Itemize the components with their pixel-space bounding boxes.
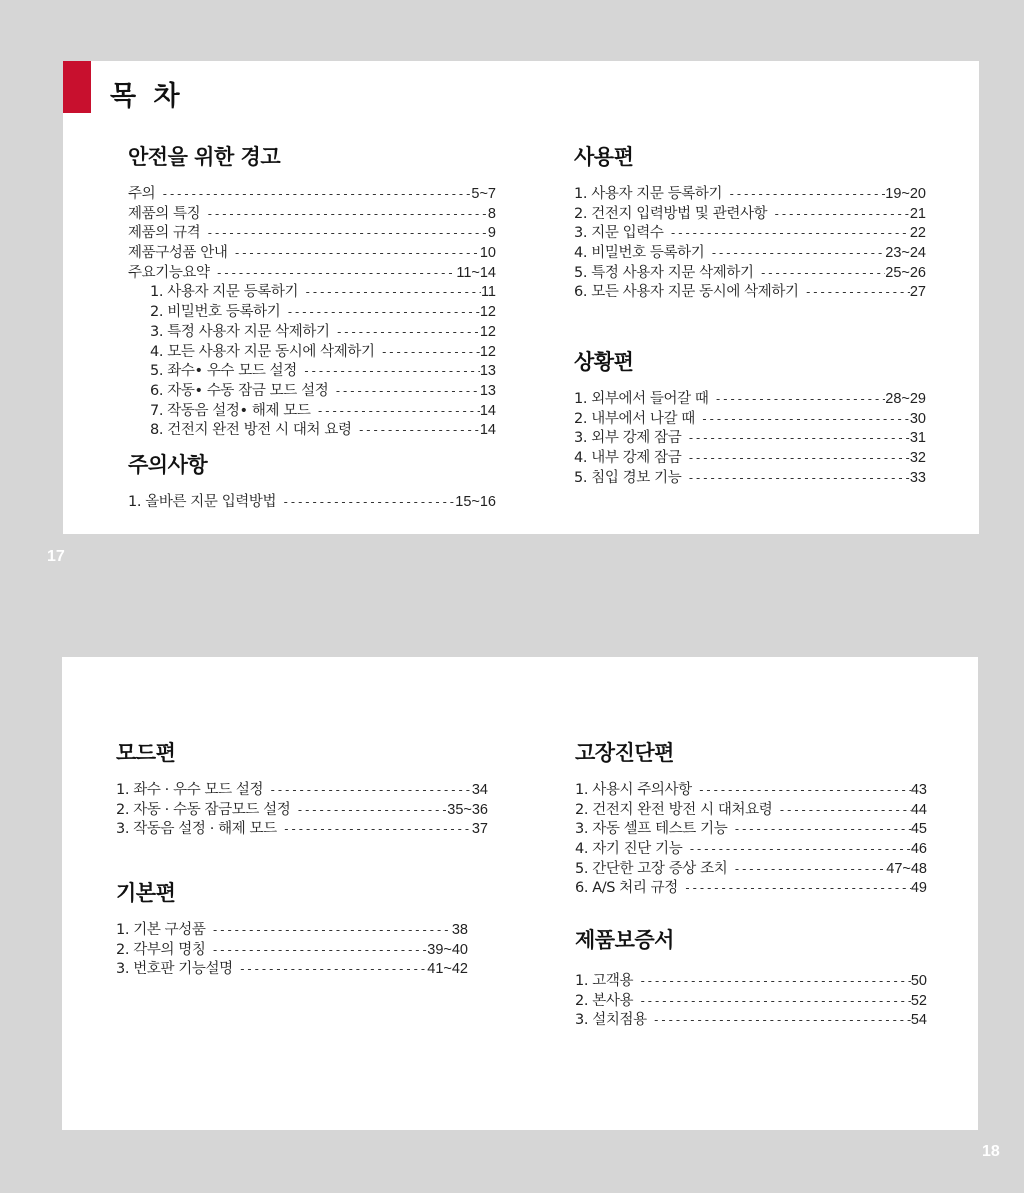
toc-entry-label: 4. 자기 진단 기능 (575, 841, 683, 858)
toc-entry (575, 860, 927, 880)
toc-entry (574, 244, 926, 264)
toc-entry (575, 820, 927, 840)
toc-entry-page: 37 (471, 821, 488, 838)
section-basics (116, 877, 468, 980)
section-title: 안전을 위한 경고 (128, 145, 281, 169)
dot-leader (206, 205, 488, 225)
dot-leader (304, 283, 481, 303)
toc-entry (128, 283, 496, 303)
toc-entry-page: 10 (479, 245, 496, 262)
toc-entry-label: 1. 고객용 (575, 973, 634, 989)
dot-leader (773, 205, 910, 225)
toc-list (574, 390, 926, 488)
toc-entry-label: 3. 특정 사용자 지문 삭제하기 (150, 323, 330, 340)
toc-list (128, 493, 496, 513)
toc-entry-page: 19~20 (885, 186, 926, 202)
toc-entry-page: 12 (479, 343, 496, 360)
toc-entry-label: 2. 건전지 완전 방전 시 대처요령 (575, 801, 773, 818)
dot-leader (381, 343, 480, 363)
toc-entry (574, 185, 926, 205)
toc-entry-page: 25~26 (885, 264, 926, 281)
toc-entry-page: 13 (479, 363, 496, 380)
toc-entry (574, 390, 926, 410)
toc-list (575, 781, 927, 899)
toc-entry (128, 224, 496, 244)
dot-leader (687, 449, 910, 469)
dot-leader (639, 992, 911, 1012)
section-situations (574, 346, 926, 488)
dot-leader (334, 382, 480, 402)
toc-list (574, 185, 926, 303)
toc-entry-label: 2. 건전지 입력방법 및 관련사항 (574, 205, 768, 222)
toc-list (128, 185, 496, 441)
toc-entry-page: 11~14 (456, 264, 496, 281)
dot-leader (161, 185, 471, 205)
dot-leader (684, 879, 911, 899)
toc-entry-page: 44 (910, 801, 927, 818)
toc-entry-page: 5~7 (471, 186, 496, 202)
page-number-right: 18 (982, 1143, 1000, 1160)
dot-leader (296, 801, 447, 821)
toc-entry (574, 205, 926, 225)
toc-entry-label: 3. 자동 셀프 테스트 기능 (575, 821, 728, 838)
toc-entry (116, 801, 488, 821)
toc-entry-page: 31 (909, 430, 926, 447)
toc-entry-label: 1. 사용자 지문 등록하기 (574, 186, 723, 202)
dot-leader (733, 820, 911, 840)
toc-entry (128, 323, 496, 343)
dot-leader (212, 941, 428, 961)
section-warranty (575, 924, 927, 1031)
toc-entry-label: 주요기능요약 (128, 264, 210, 281)
section-title: 사용편 (574, 145, 634, 169)
dot-leader (728, 185, 885, 205)
toc-entry-label: 5. 좌수• 우수 모드 설정 (150, 363, 297, 380)
toc-entry (574, 410, 926, 430)
toc-entry (128, 303, 496, 323)
toc-entry-label: 5. 침입 경보 기능 (574, 469, 682, 486)
toc-entry-label: 1. 사용시 주의사항 (575, 782, 692, 798)
toc-entry-label: 6. A/S 처리 규정 (575, 880, 678, 897)
toc-entry-page: 28~29 (885, 391, 926, 407)
section-title: 기본편 (116, 881, 176, 905)
dot-leader (710, 244, 885, 264)
dot-leader (670, 224, 910, 244)
toc-entry-page: 23~24 (885, 245, 926, 262)
toc-entry-label: 3. 설치점용 (575, 1012, 647, 1029)
toc-entry-label: 주의 (128, 186, 156, 202)
toc-entry-page: 9 (487, 225, 496, 242)
dot-leader (701, 410, 910, 430)
toc-entry-label: 6. 자동• 수동 잠금 모드 설정 (150, 382, 329, 399)
dot-leader (317, 402, 480, 422)
toc-entry (116, 921, 468, 941)
dot-leader (239, 960, 428, 980)
toc-entry-label: 5. 특정 사용자 지문 삭제하기 (574, 264, 754, 281)
section-usage (574, 141, 926, 303)
toc-entry-page: 49 (910, 880, 927, 897)
toc-entry-label: 5. 간단한 고장 증상 조치 (575, 860, 728, 877)
toc-entry-page: 34 (471, 782, 488, 798)
toc-entry-label: 3. 외부 강제 잠금 (574, 430, 682, 447)
dot-leader (212, 921, 452, 941)
toc-entry-label: 6. 모든 사용자 지문 동시에 삭제하기 (574, 284, 799, 301)
dot-leader (698, 781, 911, 801)
toc-entry-label: 1. 기본 구성품 (116, 922, 206, 938)
toc-entry-page: 12 (479, 304, 496, 321)
toc-entry-page: 46 (910, 841, 927, 858)
dot-leader (336, 323, 480, 343)
toc-entry-label: 3. 작동음 설정 · 해제 모드 (116, 821, 277, 838)
toc-entry (116, 781, 488, 801)
toc-entry-label: 제품의 특징 (128, 205, 201, 222)
toc-entry-page: 54 (910, 1012, 927, 1029)
toc-entry-page: 47~48 (886, 860, 927, 877)
toc-entry-page: 8 (487, 205, 496, 222)
toc-entry (575, 879, 927, 899)
toc-list (575, 972, 927, 1031)
toc-entry-label: 제품의 규격 (128, 225, 201, 242)
toc-entry-page: 14 (479, 422, 496, 439)
toc-entry (575, 1011, 927, 1031)
toc-entry-label: 2. 내부에서 나갈 때 (574, 410, 695, 427)
dot-leader (688, 840, 911, 860)
toc-entry (575, 801, 927, 821)
section-title: 고장진단편 (575, 741, 674, 765)
toc-entry-label: 4. 내부 강제 잠금 (574, 450, 682, 467)
dot-leader (283, 820, 472, 840)
section-title: 주의사항 (128, 453, 208, 477)
toc-entry (128, 244, 496, 264)
toc-entry-page: 41~42 (427, 961, 468, 978)
section-title: 모드편 (116, 741, 176, 765)
dot-leader (733, 860, 886, 880)
toc-entry-page: 39~40 (427, 941, 468, 958)
page-number-left: 17 (47, 548, 65, 565)
dot-leader (233, 244, 479, 264)
dot-leader (206, 224, 488, 244)
toc-entry-label: 8. 건전지 완전 방전 시 대처 요령 (150, 422, 352, 439)
page-title: 목 차 (110, 81, 184, 112)
section-title: 상황편 (574, 350, 634, 374)
toc-entry-label: 1. 외부에서 들어갈 때 (574, 391, 709, 407)
dot-leader (760, 264, 886, 284)
section-modes (116, 737, 488, 840)
toc-entry-page: 11 (480, 284, 496, 301)
toc-entry (574, 449, 926, 469)
dot-leader (778, 801, 910, 821)
dot-leader (639, 972, 911, 992)
toc-entry-label: 3. 번호판 기능설명 (116, 961, 233, 978)
toc-entry-page: 22 (909, 225, 926, 242)
toc-entry-label: 4. 비밀번호 등록하기 (574, 245, 705, 262)
toc-entry-label: 2. 자동 · 수동 잠금모드 설정 (116, 801, 291, 818)
toc-entry-label: 2. 본사용 (575, 992, 634, 1009)
toc-entry-label: 1. 사용자 지문 등록하기 (150, 284, 299, 301)
toc-entry (128, 362, 496, 382)
section-diagnostics (575, 737, 927, 899)
toc-entry (575, 992, 927, 1012)
toc-entry-page: 21 (909, 205, 926, 222)
toc-entry (574, 224, 926, 244)
toc-entry-label: 4. 모든 사용자 지문 동시에 삭제하기 (150, 343, 375, 360)
toc-entry-page: 50 (910, 973, 927, 989)
toc-entry-label: 제품구성품 안내 (128, 245, 228, 262)
dot-leader (303, 362, 480, 382)
toc-entry-label: 3. 지문 입력수 (574, 225, 664, 242)
toc-entry-label: 7. 작동음 설정• 해제 모드 (150, 402, 311, 419)
toc-entry (116, 960, 468, 980)
toc-entry-page: 45 (910, 821, 927, 838)
toc-entry (575, 840, 927, 860)
toc-entry-page: 12 (479, 323, 496, 340)
dot-leader (269, 781, 472, 801)
toc-entry (128, 493, 496, 513)
toc-entry (128, 264, 496, 284)
toc-entry (128, 402, 496, 422)
title-accent-bar (63, 61, 91, 113)
toc-entry (116, 941, 468, 961)
toc-entry (128, 343, 496, 363)
dot-leader (216, 264, 457, 284)
dot-leader (687, 429, 910, 449)
dot-leader (687, 469, 910, 489)
dot-leader (715, 390, 886, 410)
toc-entry-page: 15~16 (455, 494, 496, 510)
toc-entry-page: 35~36 (447, 801, 488, 818)
dot-leader (286, 303, 480, 323)
toc-entry-label: 1. 올바른 지문 입력방법 (128, 494, 277, 510)
toc-entry-page: 27 (909, 284, 926, 301)
section-title: 제품보증서 (575, 928, 674, 952)
toc-entry-page: 13 (479, 382, 496, 399)
toc-entry-page: 38 (451, 922, 468, 938)
toc-entry (128, 382, 496, 402)
dot-leader (358, 421, 480, 441)
toc-entry-label: 2. 각부의 명칭 (116, 941, 206, 958)
toc-entry (128, 205, 496, 225)
toc-list (116, 781, 488, 840)
toc-entry-label: 1. 좌수 · 우수 모드 설정 (116, 782, 264, 798)
toc-list (116, 921, 468, 980)
dot-leader (282, 493, 455, 513)
toc-entry-page: 33 (909, 469, 926, 486)
toc-entry-page: 14 (479, 402, 496, 419)
dot-leader (805, 283, 910, 303)
toc-entry-label: 2. 비밀번호 등록하기 (150, 304, 281, 321)
toc-entry (128, 185, 496, 205)
toc-entry (574, 429, 926, 449)
toc-entry (575, 972, 927, 992)
toc-entry (574, 283, 926, 303)
toc-entry-page: 52 (910, 992, 927, 1009)
toc-entry-page: 30 (909, 410, 926, 427)
toc-entry (575, 781, 927, 801)
toc-entry-page: 32 (909, 450, 926, 467)
section-cautions (128, 449, 496, 513)
toc-entry (574, 264, 926, 284)
dot-leader (653, 1011, 911, 1031)
toc-entry (574, 469, 926, 489)
toc-entry (116, 820, 488, 840)
toc-entry-page: 43 (910, 782, 927, 798)
section-safety-warnings (128, 141, 496, 441)
toc-entry (128, 421, 496, 441)
